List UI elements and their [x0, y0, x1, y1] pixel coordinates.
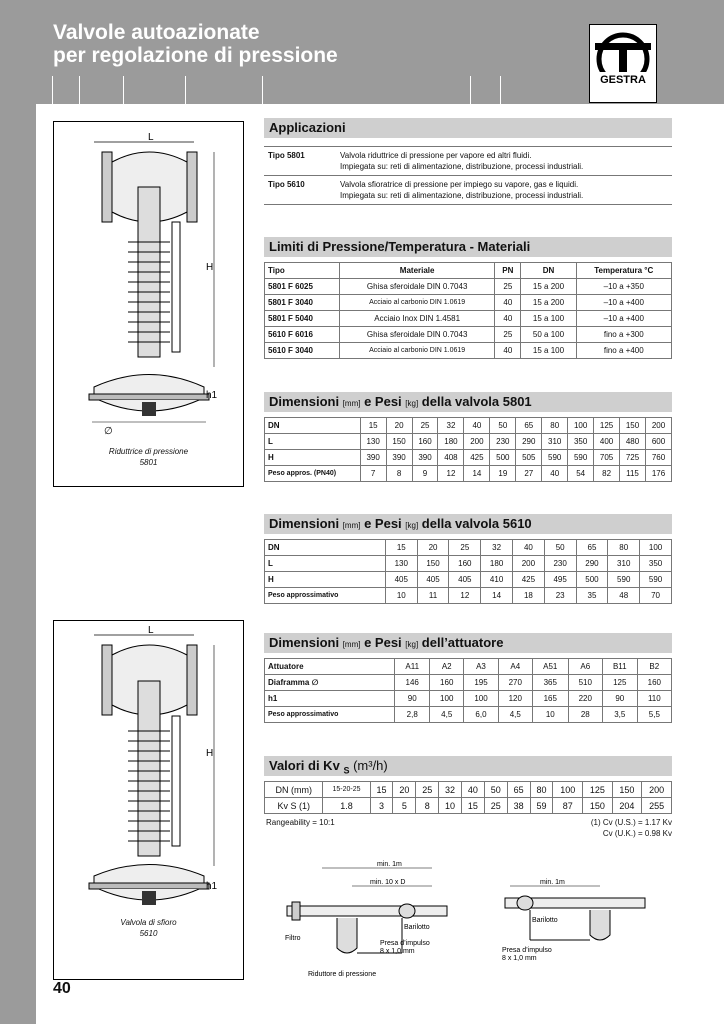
row-label: Peso approssimativo [265, 707, 395, 723]
table-row [265, 556, 672, 572]
cell: 290 [516, 434, 542, 450]
cell: 65 [516, 418, 542, 434]
cell: 590 [640, 572, 672, 588]
cell: 705 [594, 450, 620, 466]
cell: 425 [513, 572, 545, 588]
dim-label: Presa d’impulso [502, 947, 552, 954]
col-header: Temperatura °C [576, 263, 671, 279]
cell: 5801 F 3040 [265, 295, 340, 311]
header-divider [262, 76, 263, 104]
cell: 150 [620, 418, 646, 434]
cell: –10 a +350 [576, 279, 671, 295]
cell: 25 [484, 798, 507, 814]
cell: 28 [568, 707, 602, 723]
row-label: DN (mm) [265, 782, 323, 798]
cell: 390 [360, 450, 386, 466]
row-label: DN [265, 540, 386, 556]
section-title: Limiti di Pressione/Temperatura - Materiali [264, 237, 672, 257]
table-row [265, 659, 672, 675]
cell: 125 [583, 782, 613, 798]
cell: 150 [583, 798, 613, 814]
dim-label: 8 x 1,0 mm [380, 948, 415, 955]
dim-label: min. 1m [377, 861, 402, 868]
app-line: Valvola riduttrice di pressione per vapore ed altri fluidi. [340, 151, 532, 160]
cell: 290 [576, 556, 608, 572]
cell: 15-20-25 [323, 782, 370, 798]
table-row [265, 311, 672, 327]
cell: 120 [498, 691, 532, 707]
cell: 405 [385, 572, 417, 588]
table-row [264, 147, 672, 176]
cell: 48 [608, 588, 640, 604]
table-row [265, 588, 672, 604]
app-desc [336, 147, 672, 176]
app-desc [336, 176, 672, 205]
table-row [265, 418, 672, 434]
header-divider [52, 76, 53, 104]
cell: 115 [620, 466, 646, 482]
cell: A3 [464, 659, 498, 675]
header-divider [185, 76, 186, 104]
cell: 100 [464, 691, 498, 707]
cell: 14 [464, 466, 490, 482]
cell: A51 [532, 659, 568, 675]
cell: 90 [395, 691, 430, 707]
cell: 80 [542, 418, 568, 434]
section-limiti [264, 237, 672, 359]
cell: 15 [370, 782, 393, 798]
table-row [265, 707, 672, 723]
cell: A11 [395, 659, 430, 675]
cell: 5801 F 6025 [265, 279, 340, 295]
cell: 350 [568, 434, 594, 450]
dim-L-label: L [148, 625, 154, 636]
title-unit: [mm] [342, 521, 361, 530]
cell: 100 [568, 418, 594, 434]
cell: 65 [576, 540, 608, 556]
cell: 270 [498, 675, 532, 691]
valve-drawing-5801 [53, 121, 244, 487]
applicazioni-table [264, 146, 672, 205]
cell: 405 [417, 572, 449, 588]
section-title [264, 756, 672, 776]
cell: 510 [568, 675, 602, 691]
cell: 15 a 200 [521, 295, 576, 311]
cell: 40 [461, 782, 484, 798]
cell: 100 [430, 691, 464, 707]
cell: 204 [612, 798, 642, 814]
row-label: Kv S (1) [265, 798, 323, 814]
app-key: Tipo 5610 [264, 176, 336, 205]
row-label: Peso appros. (PN40) [265, 466, 361, 482]
title-line-1: Valvole autoazionate [53, 21, 260, 44]
cell: Acciaio al carbonio DIN 1.0619 [340, 295, 495, 311]
section-dim-5610 [264, 514, 672, 604]
cell: Acciaio Inox DIN 1.4581 [340, 311, 495, 327]
page-title [53, 21, 523, 67]
cell: 5610 F 3040 [265, 343, 340, 359]
cell: 390 [412, 450, 438, 466]
row-label: H [265, 450, 361, 466]
cell: 10 [385, 588, 417, 604]
caption-line: 5610 [139, 929, 158, 938]
title-part: Dimensioni [269, 635, 343, 650]
table-row [265, 295, 672, 311]
cell: 14 [481, 588, 513, 604]
cell: 15 [385, 540, 417, 556]
cell: 5801 F 5040 [265, 311, 340, 327]
cell: 7 [360, 466, 386, 482]
cell: 32 [439, 782, 462, 798]
cell: 23 [544, 588, 576, 604]
install-diagram-reducer [282, 858, 462, 987]
cell: 15 a 200 [521, 279, 576, 295]
dim-label: Barilotto [404, 924, 430, 931]
cell: 32 [481, 540, 513, 556]
cell: 25 [495, 279, 521, 295]
table-row [265, 675, 672, 691]
cell: 410 [481, 572, 513, 588]
cv-note-line: Cv (U.K.) = 0.98 Kv [602, 829, 672, 838]
cell: 15 [360, 418, 386, 434]
cell: 160 [449, 556, 481, 572]
cell: 760 [645, 450, 671, 466]
title-part: della valvola 5801 [418, 394, 532, 409]
cell: 310 [542, 434, 568, 450]
cell: 350 [640, 556, 672, 572]
cell: 390 [386, 450, 412, 466]
section-dim-5801 [264, 392, 672, 482]
cell: B11 [602, 659, 637, 675]
cell: 40 [464, 418, 490, 434]
cell: A6 [568, 659, 602, 675]
dim-diameter-label: ∅ [104, 426, 113, 437]
cell: 590 [608, 572, 640, 588]
row-label: h1 [265, 691, 395, 707]
dim-label: Barilotto [532, 917, 558, 924]
cv-note-line: (1) Cv (U.S.) = 1.17 Kv [590, 818, 672, 827]
cell: 100 [640, 540, 672, 556]
section-title [264, 514, 672, 534]
cell: 3 [370, 798, 393, 814]
table-row [265, 327, 672, 343]
cell: 3,5 [602, 707, 637, 723]
rangeability-note: Rangeability = 10:1 [266, 818, 335, 827]
title-part: e Pesi [360, 394, 406, 409]
cv-note [520, 817, 672, 839]
cell: 200 [642, 782, 672, 798]
table-row [265, 798, 672, 814]
left-margin-band [0, 104, 36, 1024]
cell: 195 [464, 675, 498, 691]
cell: 40 [542, 466, 568, 482]
cell: 365 [532, 675, 568, 691]
cell: 130 [360, 434, 386, 450]
dim-label: min. 10 x D [370, 879, 406, 886]
cell: 11 [417, 588, 449, 604]
cell: 200 [513, 556, 545, 572]
cell: 5 [393, 798, 416, 814]
row-label: Attuatore [265, 659, 395, 675]
cell: 25 [495, 327, 521, 343]
cell: 12 [438, 466, 464, 482]
install-diagram-relief [500, 870, 650, 975]
col-header: DN [521, 263, 576, 279]
caption-line: Valvola di sfioro [120, 918, 177, 927]
title-unit: (m³/h) [353, 758, 388, 773]
table-row [264, 176, 672, 205]
section-kvs [264, 756, 672, 814]
cell: 50 [490, 418, 516, 434]
cell: 40 [495, 311, 521, 327]
cell: 100 [553, 782, 583, 798]
cell: 4,5 [430, 707, 464, 723]
app-line: Valvola sfioratrice di pressione per impiego su vapore, gas e liquidi. [340, 180, 579, 189]
cell: 200 [645, 418, 671, 434]
section-title [264, 392, 672, 412]
cell: 5610 F 6016 [265, 327, 340, 343]
cell: 230 [544, 556, 576, 572]
cell: 15 a 100 [521, 343, 576, 359]
cell: 200 [464, 434, 490, 450]
cell: 19 [490, 466, 516, 482]
cell: 50 a 100 [521, 327, 576, 343]
table-row [265, 691, 672, 707]
title-unit: [mm] [342, 640, 361, 649]
cell: 150 [612, 782, 642, 798]
title-sub: S [343, 765, 350, 776]
cell: 160 [412, 434, 438, 450]
cell: 405 [449, 572, 481, 588]
col-header: Materiale [340, 263, 495, 279]
table-row [265, 782, 672, 798]
cell: 500 [490, 450, 516, 466]
header-band [0, 0, 724, 104]
cell: Acciaio al carbonio DIN 1.0619 [340, 343, 495, 359]
title-unit: [kg] [405, 521, 419, 530]
cell: 160 [430, 675, 464, 691]
header-divider [500, 76, 501, 104]
cell: 600 [645, 434, 671, 450]
cell: 59 [530, 798, 553, 814]
title-unit: [mm] [342, 399, 361, 408]
cell: 165 [532, 691, 568, 707]
col-header: Tipo [265, 263, 340, 279]
title-part: Dimensioni [269, 516, 343, 531]
cell: 20 [417, 540, 449, 556]
row-label: Peso approssimativo [265, 588, 386, 604]
cell: 180 [438, 434, 464, 450]
cell: 590 [568, 450, 594, 466]
title-part: dell’attuatore [418, 635, 504, 650]
cell: 87 [553, 798, 583, 814]
dim-5801-table [264, 417, 672, 482]
dim-H-label: H [206, 262, 214, 273]
cell: A4 [498, 659, 532, 675]
drawing-caption-5610 [53, 917, 244, 939]
cell: 25 [416, 782, 439, 798]
cell: 32 [438, 418, 464, 434]
dim-5610-table [264, 539, 672, 604]
cell: 2,8 [395, 707, 430, 723]
valve-5801-illustration [54, 122, 243, 486]
row-label: L [265, 434, 361, 450]
cell: 10 [532, 707, 568, 723]
cell: 1.8 [323, 798, 370, 814]
cell: 80 [608, 540, 640, 556]
table-row [265, 466, 672, 482]
dim-L-label: L [148, 132, 154, 143]
table-header-row [265, 263, 672, 279]
cell: 25 [412, 418, 438, 434]
cell: B2 [637, 659, 671, 675]
cell: –10 a +400 [576, 311, 671, 327]
cell: 110 [637, 691, 671, 707]
row-label: DN [265, 418, 361, 434]
cell: 150 [386, 434, 412, 450]
section-applicazioni [264, 118, 672, 205]
cell: 65 [507, 782, 530, 798]
cell: 230 [490, 434, 516, 450]
cell: 40 [495, 343, 521, 359]
title-unit: [kg] [405, 399, 419, 408]
dim-label: Presa d’impulso [380, 940, 430, 947]
attuatore-table [264, 658, 672, 723]
cell: 5,5 [637, 707, 671, 723]
cell: 146 [395, 675, 430, 691]
cell: 12 [449, 588, 481, 604]
title-part: Valori di Kv [269, 758, 340, 773]
table-row [265, 343, 672, 359]
cell: Ghisa sferoidale DIN 0.7043 [340, 327, 495, 343]
cell: 18 [513, 588, 545, 604]
cell: 6,0 [464, 707, 498, 723]
cell: 480 [620, 434, 646, 450]
table-row [265, 540, 672, 556]
dim-h1-label: h1 [206, 390, 218, 401]
cell: 40 [495, 295, 521, 311]
cell: 495 [544, 572, 576, 588]
title-part: Dimensioni [269, 394, 343, 409]
cell: 125 [602, 675, 637, 691]
cell: 125 [594, 418, 620, 434]
title-part: e Pesi [360, 635, 406, 650]
page-number: 40 [53, 980, 71, 997]
cell: 15 [461, 798, 484, 814]
cell: 180 [481, 556, 513, 572]
cell: 35 [576, 588, 608, 604]
section-title: Applicazioni [264, 118, 672, 138]
cell: 310 [608, 556, 640, 572]
gestra-logo [589, 24, 657, 103]
section-attuatore [264, 633, 672, 723]
cell: 408 [438, 450, 464, 466]
cell: 27 [516, 466, 542, 482]
table-row [265, 450, 672, 466]
cell: fino a +300 [576, 327, 671, 343]
col-header: PN [495, 263, 521, 279]
cell: 9 [412, 466, 438, 482]
caption-line: 5801 [139, 458, 158, 467]
caption-line: Riduttrice di pressione [108, 447, 189, 456]
cell: 505 [516, 450, 542, 466]
table-row [265, 434, 672, 450]
dim-label: min. 1m [540, 879, 565, 886]
cell: 8 [416, 798, 439, 814]
cell: 220 [568, 691, 602, 707]
cell: 725 [620, 450, 646, 466]
header-divider [79, 76, 80, 104]
table-row [265, 572, 672, 588]
cell: 150 [417, 556, 449, 572]
cell: 15 a 100 [521, 311, 576, 327]
row-label: L [265, 556, 386, 572]
dim-label: 8 x 1,0 mm [502, 955, 537, 962]
cell: 70 [640, 588, 672, 604]
app-line: Impiegata su: reti di alimentazione, distribuzione, processi industriali. [340, 191, 584, 200]
header-divider [123, 76, 124, 104]
limiti-table [264, 262, 672, 359]
cell: 176 [645, 466, 671, 482]
cell: fino a +400 [576, 343, 671, 359]
cell: 82 [594, 466, 620, 482]
drawing-caption-5801 [53, 446, 244, 468]
cell: 25 [449, 540, 481, 556]
app-key: Tipo 5801 [264, 147, 336, 176]
dim-label: Filtro [285, 935, 301, 942]
title-unit: [kg] [405, 640, 419, 649]
cell: –10 a +400 [576, 295, 671, 311]
cell: 20 [393, 782, 416, 798]
cell: 590 [542, 450, 568, 466]
cell: Ghisa sferoidale DIN 0.7043 [340, 279, 495, 295]
cell: 50 [544, 540, 576, 556]
cell: 38 [507, 798, 530, 814]
cell: 50 [484, 782, 507, 798]
header-divider [470, 76, 471, 104]
title-line-2: per regolazione di pressione [53, 44, 338, 67]
cell: 54 [568, 466, 594, 482]
cell: 80 [530, 782, 553, 798]
table-row [265, 279, 672, 295]
cell: 400 [594, 434, 620, 450]
cell: 20 [386, 418, 412, 434]
row-label: Diaframma ∅ [265, 675, 395, 691]
cell: 8 [386, 466, 412, 482]
cell: 130 [385, 556, 417, 572]
dim-h1-label: h1 [206, 881, 218, 892]
cell: 160 [637, 675, 671, 691]
logo-text: GESTRA [600, 74, 646, 86]
cell: 4,5 [498, 707, 532, 723]
row-label: H [265, 572, 386, 588]
dim-label: Riduttore di pressione [308, 971, 377, 978]
section-title [264, 633, 672, 653]
cell: 500 [576, 572, 608, 588]
title-part: e Pesi [360, 516, 406, 531]
app-line: Impiegata su: reti di alimentazione, distribuzione, processi industriali. [340, 162, 584, 171]
cell: 255 [642, 798, 672, 814]
dim-H-label: H [206, 748, 214, 759]
kvs-table [264, 781, 672, 814]
cell: 10 [439, 798, 462, 814]
cell: A2 [430, 659, 464, 675]
cell: 90 [602, 691, 637, 707]
cell: 425 [464, 450, 490, 466]
title-part: della valvola 5610 [418, 516, 532, 531]
cell: 40 [513, 540, 545, 556]
